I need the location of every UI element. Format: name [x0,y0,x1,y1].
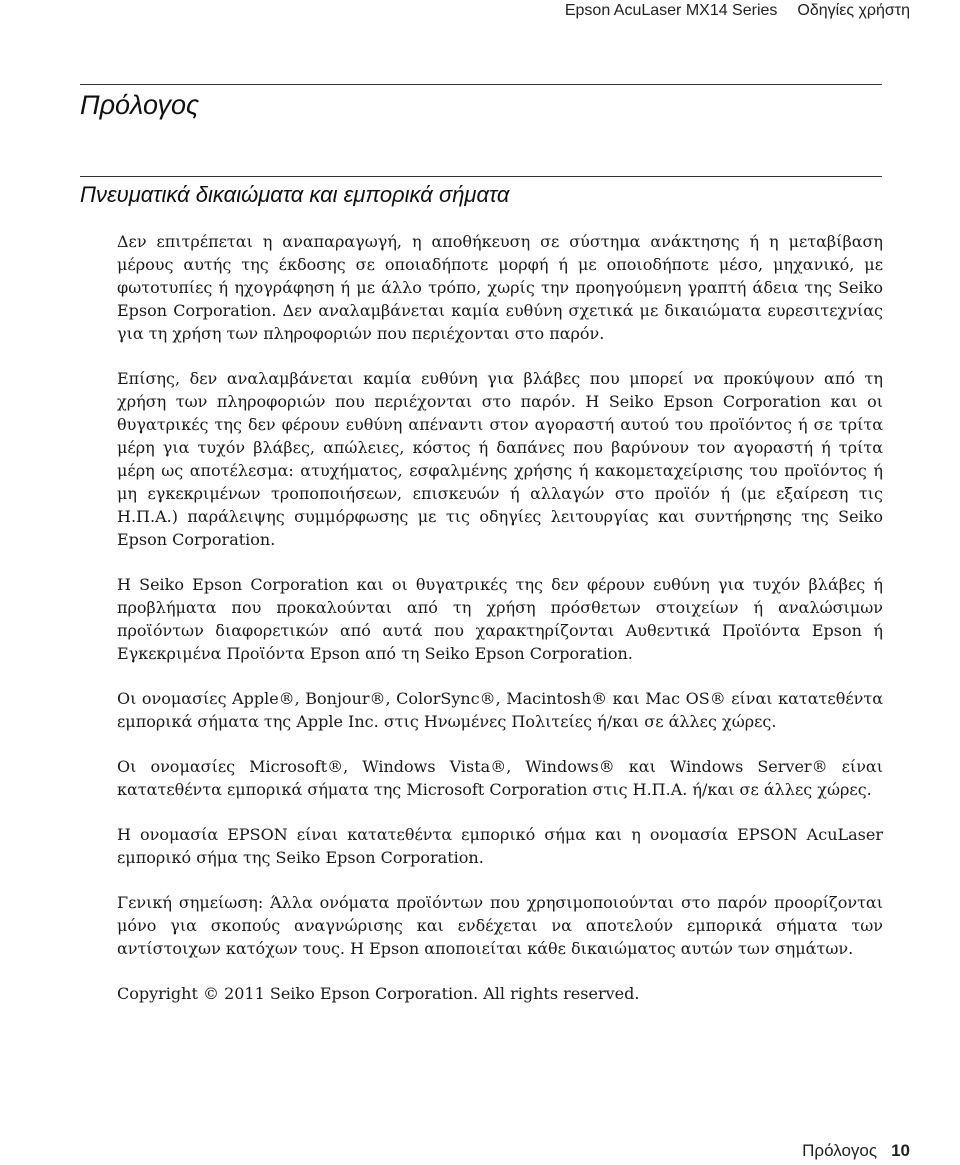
paragraph-reproduction: Δεν επιτρέπεται η αναπαραγωγή, η αποθήκευση σε σύστημα ανάκτησης ή η μεταβίβαση μέρους αυτής της έκδοσης σε οποιαδήποτε μορφή ή με οποιοδήποτε μέσο, μηχανικό, με φωτοτυπίες ή ηχογράφηση ή με άλλο τρόπο, χωρίς την προηγούμενη γραπτή άδεια της Seiko Epson Corporation. Δεν αναλαμβάνεται καμία ευθύνη σχετικά με δικαιώματα ευρεσιτεχνίας για τη χρήση των πληροφοριών που περιέχονται στο παρόν. [117,232,883,343]
paragraph-general-notice: Γενική σημείωση: Άλλα ονόματα προϊόντων που χρησιμοποιούνται στο παρόν προορίζονται μόνο για σκοπούς αναγνώρισης και ενδέχεται να αποτελούν εμπορικά σήματα των αντίστοιχων κατόχων τους. Η Epson αποποιείται κάθε δικαιώματος αυτών των σημάτων. [117,893,883,958]
section-rule [80,176,882,177]
page-number: 10 [891,1141,910,1160]
running-header [565,0,910,22]
chapter-rule [80,84,882,85]
paragraph-options-consumables: Η Seiko Epson Corporation και οι θυγατρικές της δεν φέρουν ευθύνη για τυχόν βλάβες ή προβλήματα που προκαλούνται από τη χρήση πρόσθετων στοιχείων ή αναλώσιμων προϊόντων διαφορετικών από αυτά που χαρακτηρίζονται Αυθεντικά Προϊόντα Epson ή Εγκεκριμένα Προϊόντα Epson από τη Seiko Epson Corporation. [117,575,883,663]
section-title: Πνευματικά δικαιώματα και εμπορικά σήματα [80,182,510,207]
paragraph-liability: Επίσης, δεν αναλαμβάνεται καμία ευθύνη για βλάβες που μπορεί να προκύψουν από τη χρήση των πληροφοριών που περιέχονται στο παρόν. Η Seiko Epson Corporation και οι θυγατρικές της δεν φέρουν ευθύνη απέναντι στον αγοραστή αυτού του προϊόντος ή σε τρίτα μέρη για τυχόν βλάβες, απώλειες, κόστος ή δαπάνες που βαρύνουν τον αγοραστή ή τρίτα μέρη ως αποτέλεσμα: ατυχήματος, εσφαλμένης χρήσης ή κακομεταχείρισης του προϊόντος ή μη εγκεκριμένων τροποποιήσεων, επισκευών ή αλλαγών στο προϊόν ή (με εξαίρεση τις Η.Π.Α.) παράλειψης συμμόρφωσης με τις οδηγίες λειτουργίας και συντήρησης της Seiko Epson Corporation. [117,369,883,549]
paragraph-copyright: Copyright © 2011 Seiko Epson Corporation. All rights reserved. [117,984,640,1003]
chapter-title: Πρόλογος [80,90,200,120]
header-product-name: Epson AcuLaser MX14 Series [564,2,778,19]
body-content [117,230,883,1027]
page-footer [802,1140,910,1162]
paragraph-epson-trademarks: Η ονομασία EPSON είναι κατατεθέντα εμπορικό σήμα και η ονομασία EPSON AcuLaser εμπορικό σήμα της Seiko Epson Corporation. [117,825,883,867]
paragraph-apple-trademarks: Οι ονομασίες Apple®, Bonjour®, ColorSync®, Macintosh® και Mac OS® είναι κατατεθέντα εμπορικά σήματα της Apple Inc. στις Ηνωμένες Πολιτείες ή/και σε άλλες χώρες. [117,689,883,731]
footer-chapter: Πρόλογος [802,1141,878,1160]
paragraph-microsoft-trademarks: Οι ονομασίες Microsoft®, Windows Vista®, Windows® και Windows Server® είναι κατατεθέντα εμπορικά σήματα της Microsoft Corporation στις Η.Π.Α. ή/και σε άλλες χώρες. [117,757,883,799]
header-guide-title: Οδηγίες χρήστη [797,2,910,19]
